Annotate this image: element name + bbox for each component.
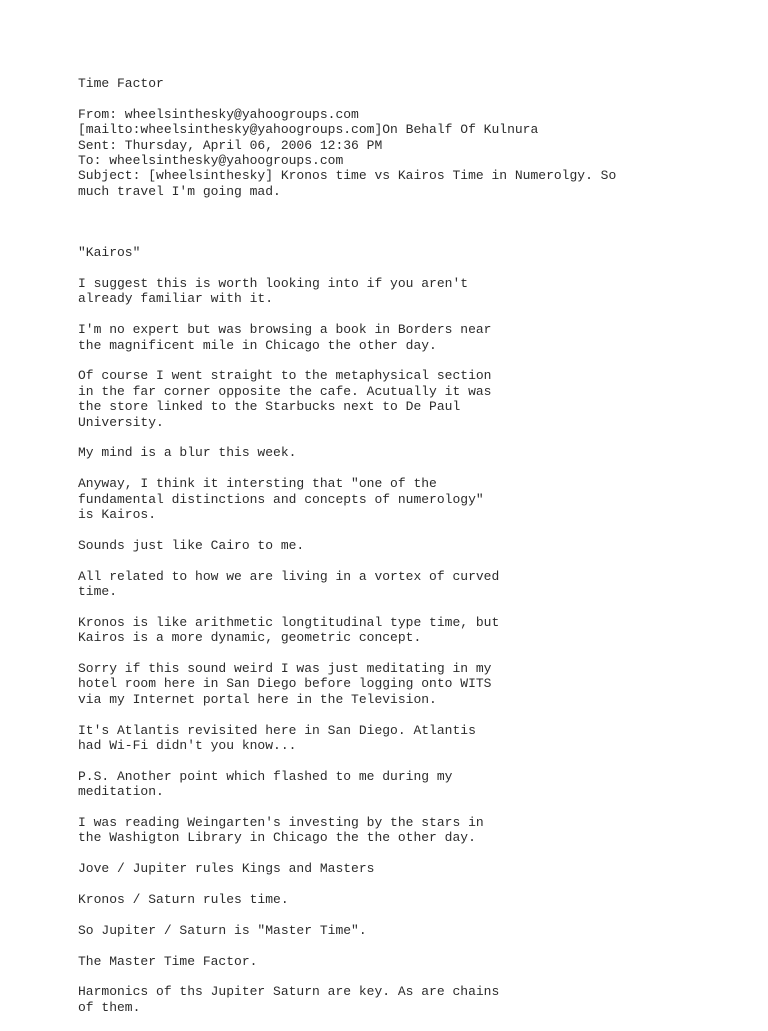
paragraph: So Jupiter / Saturn is "Master Time". [78,922,367,938]
paragraph: Kronos / Saturn rules time. [78,892,289,908]
paragraph: The Master Time Factor. [78,953,258,969]
paragraph: It's Atlantis revisited here in San Diego. Atlantis had Wi-Fi didn't you know... [78,722,476,754]
paragraph: All related to how we are living in a vortex of curved time. [78,568,500,600]
to-line: To: wheelsinthesky@yahoogroups.com [78,153,344,169]
paragraph: Anyway, I think it intersting that "one of the fundamental distinctions and concepts of numerology" is Kairos. [78,476,484,523]
document-title: Time Factor [78,76,164,91]
paragraph: P.S. Another point which flashed to me during my meditation. [78,768,453,800]
email-document [78,76,738,1031]
paragraph: Of course I went straight to the metaphysical section in the far corner opposite the cafe. Acutually it was the store linked to the Starbucks next to De Paul University. [78,368,492,430]
paragraph: Sounds just like Cairo to me. [78,537,305,553]
email-body [78,245,738,1015]
paragraph: Sorry if this sound weird I was just meditating in my hotel room here in San Diego before logging onto WITS via my Internet portal here in the Television. [78,661,492,707]
paragraph: I suggest this is worth looking into if you aren't already familiar with it. [78,276,469,307]
paragraph: Harmonics of ths Jupiter Saturn are key. As are chains of them. [78,984,500,1015]
sent-line: Sent: Thursday, April 06, 2006 12:36 PM [78,137,383,153]
paragraph: I was reading Weingarten's investing by the stars in the Washigton Library in Chicago the the other day. [78,815,484,846]
mailto-line: [mailto:wheelsinthesky@yahoogroups.com]On Behalf Of Kulnura [78,122,539,138]
from-line: From: wheelsinthesky@yahoogroups.com [78,106,359,122]
paragraph: I'm no expert but was browsing a book in Borders near the magnificent mile in Chicago the other day. [78,322,492,353]
subject-line: Subject: [wheelsinthesky] Kronos time vs Kairos Time in Numerolgy. So much travel I'm going mad. [78,168,617,199]
paragraph: Kronos is like arithmetic longtitudinal type time, but Kairos is a more dynamic, geometric concept. [78,614,500,646]
email-headers [78,107,738,199]
paragraph: "Kairos" [78,245,141,261]
paragraph: Jove / Jupiter rules Kings and Masters [78,861,375,877]
paragraph: My mind is a blur this week. [78,445,297,461]
